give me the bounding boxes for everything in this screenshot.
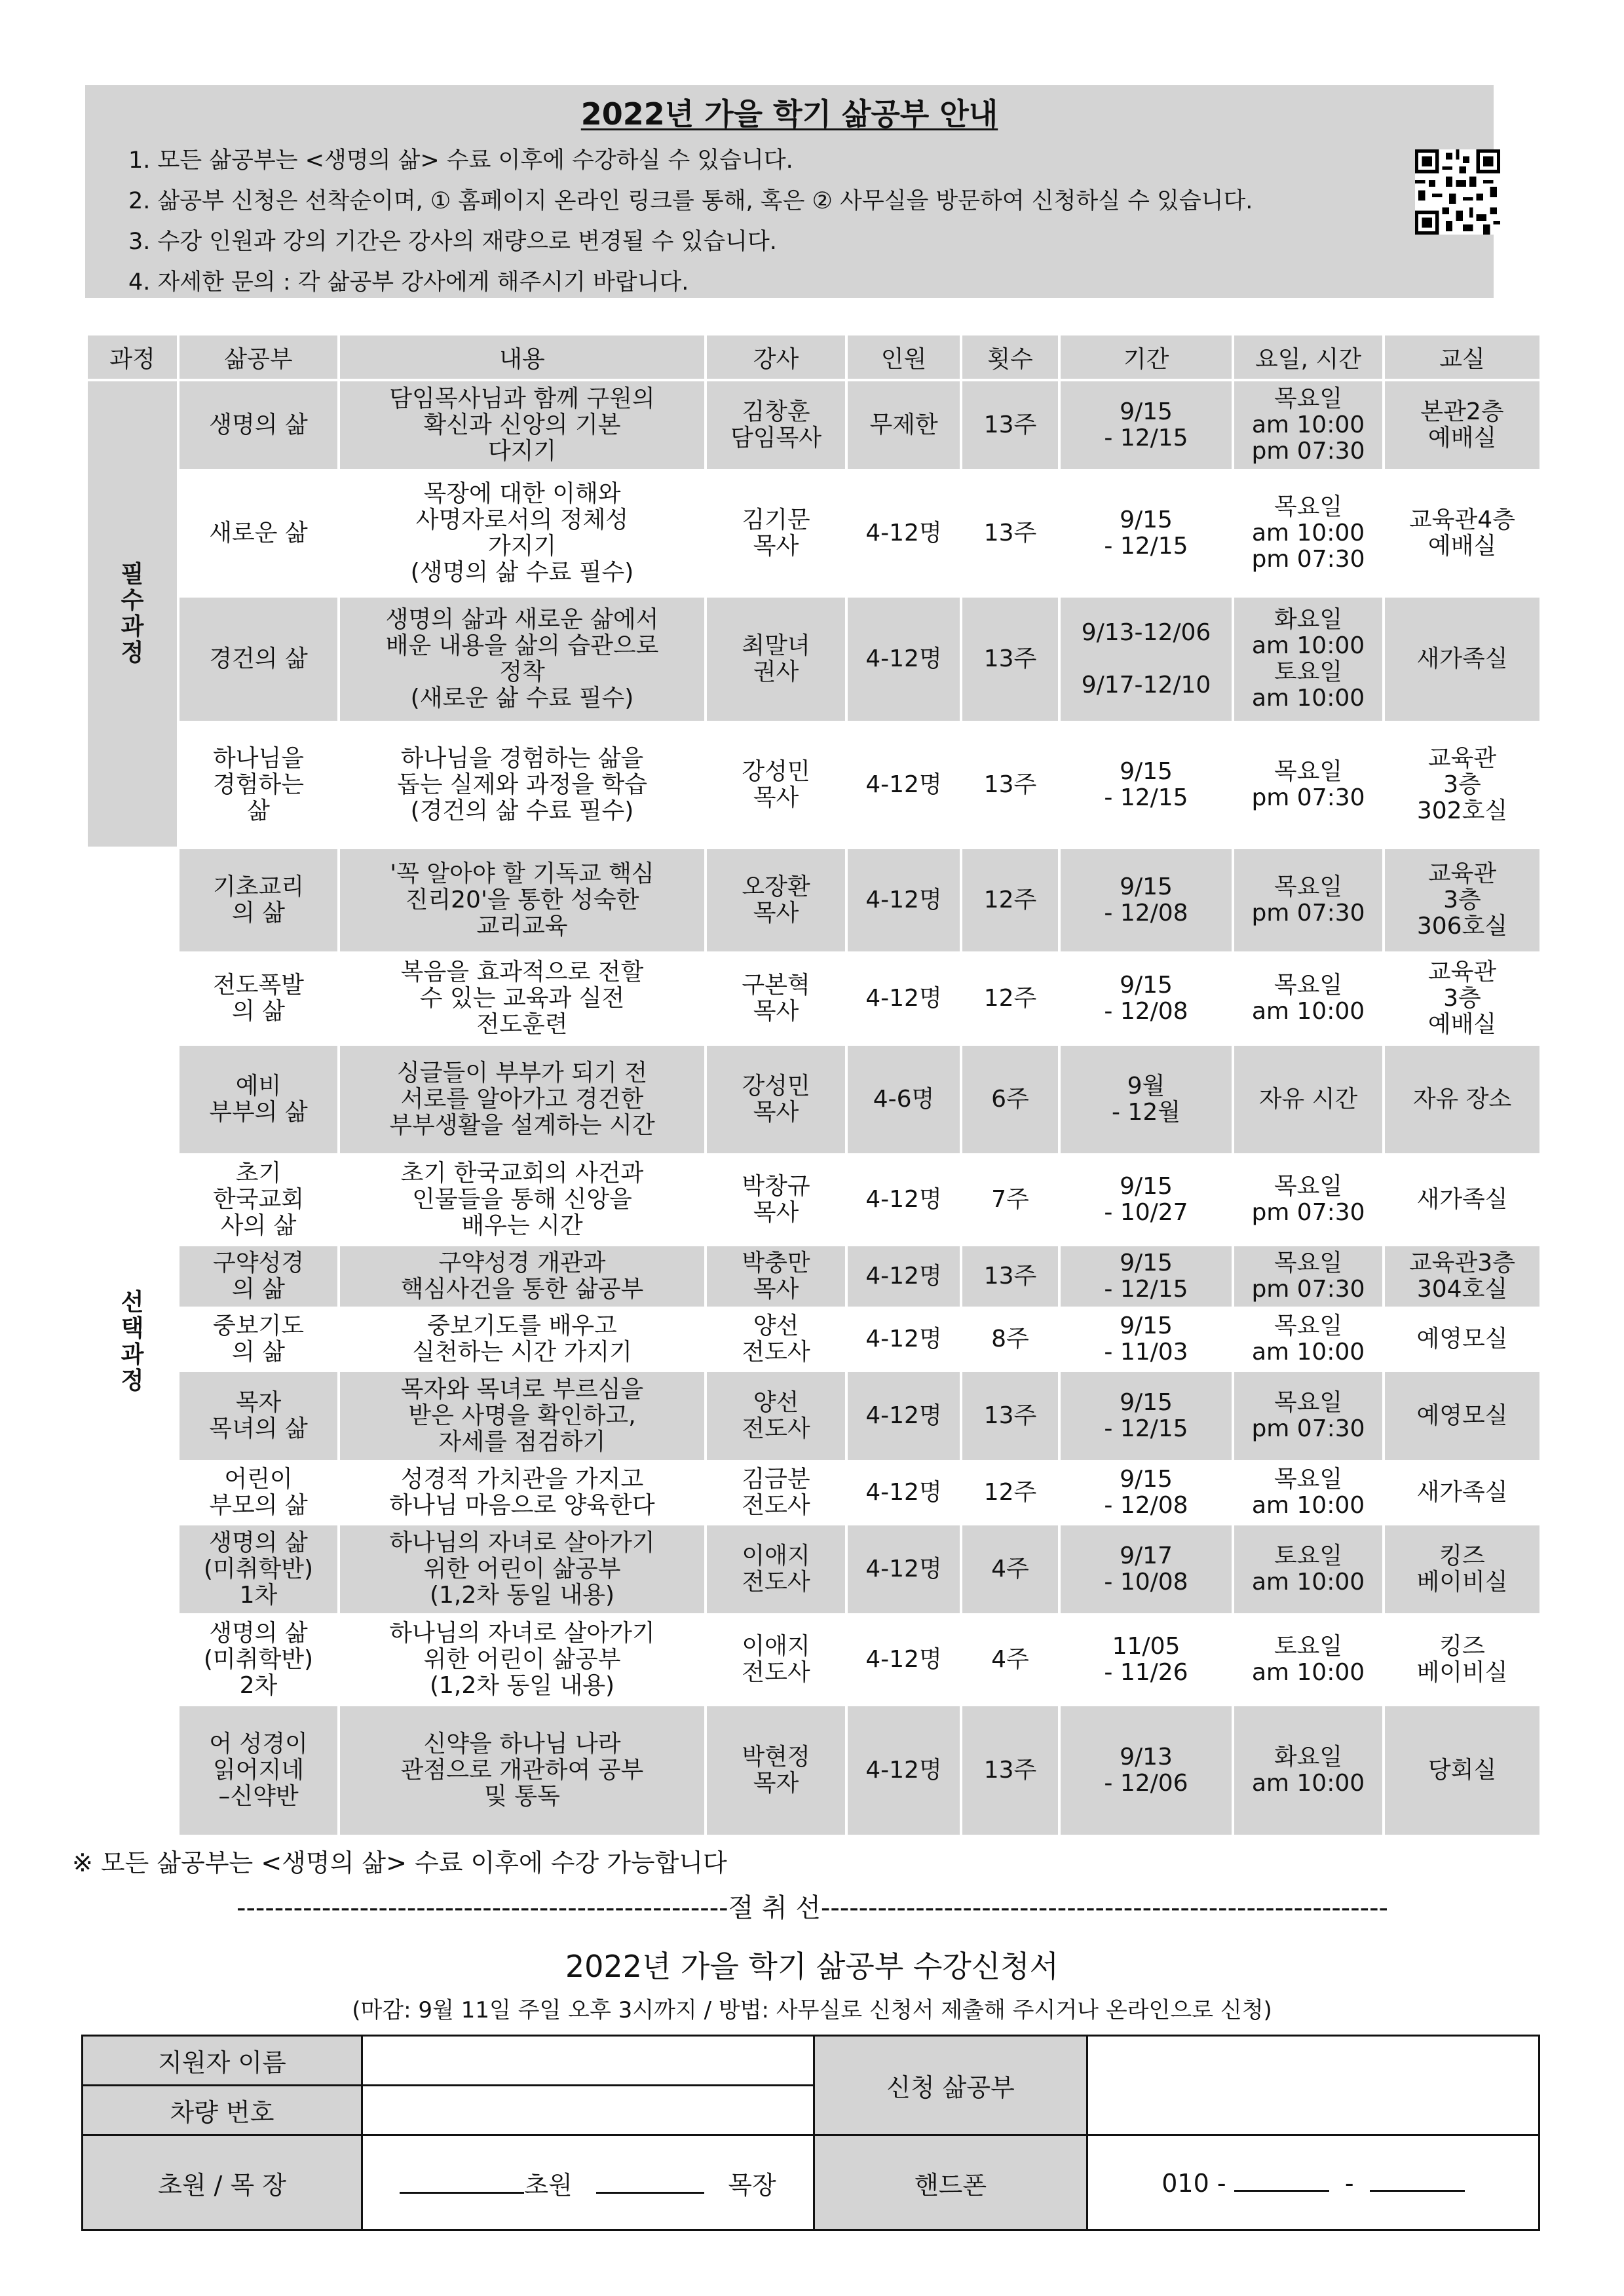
cell-period: 9/15 - 12/15 (1059, 470, 1233, 596)
cell-content: 담임목사님과 함께 구원의 확신과 신앙의 기본 다지기 (339, 380, 706, 470)
cell-content: 복음을 효과적으로 전할 수 있는 교육과 실전 전도훈련 (339, 953, 706, 1044)
category-required: 필 수 과 정 (86, 380, 178, 848)
form-title: 2022년 가을 학기 삶공부 수강신청서 (565, 1949, 1059, 1984)
cell-content: 생명의 삶과 새로운 삶에서 배운 내용을 삶의 습관으로 정착 (새로운 삶 수료 필수) (339, 596, 706, 722)
cell-room: 새가족실 (1384, 596, 1541, 722)
cell-room: 예영모실 (1384, 1308, 1541, 1371)
cell-time: 목요일 am 10:00 (1233, 1461, 1384, 1524)
application-form (81, 2035, 1540, 2231)
phone-field[interactable] (1087, 2135, 1539, 2230)
cell-count: 12주 (961, 848, 1059, 953)
table-header-row (86, 334, 1541, 380)
table-row (86, 470, 1541, 596)
schedule-table (85, 333, 1542, 1837)
cell-room: 새가족실 (1384, 1461, 1541, 1524)
cell-room: 교육관 3층 302호실 (1384, 722, 1541, 848)
cell-time: 화요일 am 10:00 (1233, 1705, 1384, 1836)
table-row (86, 953, 1541, 1044)
cell-period: 9/15 - 12/15 (1059, 380, 1233, 470)
cell-name: 중보기도 의 삶 (178, 1308, 339, 1371)
footnote: ※ 모든 삶공부는 <생명의 삶> 수료 이후에 수강 가능합니다 (72, 1848, 727, 1877)
cell-count: 12주 (961, 953, 1059, 1044)
cell-size: 무제한 (846, 380, 961, 470)
cell-count: 13주 (961, 1245, 1059, 1308)
table-row (86, 1524, 1541, 1615)
notice-item: 4. 자세한 문의 : 각 삶공부 강사에게 해주시기 바랍니다. (128, 269, 689, 296)
cell-name: 하나님을 경험하는 삶 (178, 722, 339, 848)
cell-name: 예비 부부의 삶 (178, 1044, 339, 1155)
meadow-suffix: 초원 (524, 2170, 573, 2200)
table-row (86, 1461, 1541, 1524)
cell-period: 9/15 - 12/08 (1059, 848, 1233, 953)
table-row (86, 596, 1541, 722)
notice-item: 3. 수강 인원과 강의 기간은 강사의 재량으로 변경될 수 있습니다. (128, 229, 777, 255)
cell-period: 9/15 - 10/27 (1059, 1155, 1233, 1245)
cell-size: 4-12명 (846, 1615, 961, 1705)
cell-size: 4-12명 (846, 1308, 961, 1371)
phone-prefix: 010 - (1161, 2169, 1226, 2198)
cell-time: 목요일 pm 07:30 (1233, 722, 1384, 848)
cell-content: 하나님의 자녀로 살아가기 위한 어린이 삶공부 (1,2차 동일 내용) (339, 1615, 706, 1705)
cell-count: 13주 (961, 470, 1059, 596)
header-period: 기간 (1059, 334, 1233, 380)
cell-teacher: 김창훈 담임목사 (706, 380, 846, 470)
cell-teacher: 양선 전도사 (706, 1371, 846, 1461)
name-label: 지원자 이름 (83, 2036, 362, 2086)
cell-count: 13주 (961, 1705, 1059, 1836)
cell-time: 목요일 am 10:00 pm 07:30 (1233, 380, 1384, 470)
header-course: 과정 (86, 334, 178, 380)
cell-size: 4-12명 (846, 1461, 961, 1524)
cell-name: 어 성경이 읽어지네 –신약반 (178, 1705, 339, 1836)
cell-period: 9/15 - 12/15 (1059, 1371, 1233, 1461)
notice-box (85, 85, 1494, 298)
cell-period: 9/15 - 12/15 (1059, 1245, 1233, 1308)
cell-room: 교육관3층 304호실 (1384, 1245, 1541, 1308)
table-row (86, 1245, 1541, 1308)
cell-room: 새가족실 (1384, 1155, 1541, 1245)
cell-period: 9월 - 12월 (1059, 1044, 1233, 1155)
cut-line: ----------------------------------------------------절 취 선------------------------------------------------------------ (236, 1893, 1388, 1923)
header-name: 삶공부 (178, 334, 339, 380)
cell-teacher: 이애지 전도사 (706, 1615, 846, 1705)
notice-list (128, 140, 1253, 303)
cell-size: 4-12명 (846, 722, 961, 848)
cell-content: 중보기도를 배우고 실천하는 시간 가지기 (339, 1308, 706, 1371)
cell-teacher: 오장환 목사 (706, 848, 846, 953)
notice-title: 2022년 가을 학기 삶공부 안내 (580, 96, 998, 132)
cell-teacher: 강성민 목사 (706, 722, 846, 848)
group-field[interactable] (362, 2135, 814, 2230)
cell-time: 목요일 pm 07:30 (1233, 1245, 1384, 1308)
cell-suffix: 목장 (728, 2170, 776, 2200)
cell-content: 초기 한국교회의 사건과 인물들을 통해 신앙을 배우는 시간 (339, 1155, 706, 1245)
car-label: 차량 번호 (83, 2086, 362, 2135)
cell-teacher: 박창규 목사 (706, 1155, 846, 1245)
cell-period: 9/15 - 12/08 (1059, 953, 1233, 1044)
cell-size: 4-12명 (846, 953, 961, 1044)
cell-period: 11/05 - 11/26 (1059, 1615, 1233, 1705)
cell-teacher: 박충만 목사 (706, 1245, 846, 1308)
cell-content: 하나님의 자녀로 살아가기 위한 어린이 삶공부 (1,2차 동일 내용) (339, 1524, 706, 1615)
cell-room: 교육관 3층 306호실 (1384, 848, 1541, 953)
name-field[interactable] (362, 2036, 814, 2086)
cell-time: 화요일 am 10:00 토요일 am 10:00 (1233, 596, 1384, 722)
category-elective: 선 택 과 정 (86, 848, 178, 1836)
cell-size: 4-12명 (846, 1371, 961, 1461)
table-row (86, 1615, 1541, 1705)
course-field[interactable] (1087, 2036, 1539, 2135)
cell-time: 목요일 pm 07:30 (1233, 1371, 1384, 1461)
cell-period: 9/13 - 12/06 (1059, 1705, 1233, 1836)
cell-content: 목자와 목녀로 부르심을 받은 사명을 확인하고, 자세를 점검하기 (339, 1371, 706, 1461)
header-size: 인원 (846, 334, 961, 380)
cell-count: 7주 (961, 1155, 1059, 1245)
cell-teacher: 박현정 목자 (706, 1705, 846, 1836)
cell-time: 토요일 am 10:00 (1233, 1615, 1384, 1705)
cell-room: 당회실 (1384, 1705, 1541, 1836)
cell-size: 4-12명 (846, 1705, 961, 1836)
notice-item: 2. 삶공부 신청은 선착순이며, ① 홈페이지 온라인 링크를 통해, 혹은 ② 사무실을 방문하여 신청하실 수 있습니다. (128, 188, 1253, 214)
cell-size: 4-12명 (846, 1245, 961, 1308)
cell-size: 4-12명 (846, 596, 961, 722)
cell-content: 신약을 하나님 나라 관점으로 개관하여 공부 및 통독 (339, 1705, 706, 1836)
cell-room: 교육관4층 예배실 (1384, 470, 1541, 596)
cell-count: 6주 (961, 1044, 1059, 1155)
table-row (86, 1371, 1541, 1461)
cell-teacher: 이애지 전도사 (706, 1524, 846, 1615)
cell-count: 8주 (961, 1308, 1059, 1371)
cell-teacher: 강성민 목사 (706, 1044, 846, 1155)
cell-room: 예영모실 (1384, 1371, 1541, 1461)
cell-period: 9/13-12/06 9/17-12/10 (1059, 596, 1233, 722)
table-row (86, 848, 1541, 953)
cell-teacher: 양선 전도사 (706, 1308, 846, 1371)
cell-name: 생명의 삶 (178, 380, 339, 470)
cell-room: 본관2층 예배실 (1384, 380, 1541, 470)
header-time: 요일, 시간 (1233, 334, 1384, 380)
cell-content: 목장에 대한 이해와 사명자로서의 정체성 가지기 (생명의 삶 수료 필수) (339, 470, 706, 596)
cell-count: 13주 (961, 596, 1059, 722)
group-label: 초원 / 목 장 (83, 2135, 362, 2230)
cell-name: 생명의 삶 (미취학반) 2차 (178, 1615, 339, 1705)
cell-time: 목요일 am 10:00 pm 07:30 (1233, 470, 1384, 596)
cell-period: 9/15 - 12/08 (1059, 1461, 1233, 1524)
table-row (86, 1705, 1541, 1836)
cell-count: 4주 (961, 1524, 1059, 1615)
table-row (86, 1155, 1541, 1245)
cell-content: '꼭 알아야 할 기독교 핵심 진리20'을 통한 성숙한 교리교육 (339, 848, 706, 953)
cell-time: 자유 시간 (1233, 1044, 1384, 1155)
cell-size: 4-12명 (846, 470, 961, 596)
cell-name: 생명의 삶 (미취학반) 1차 (178, 1524, 339, 1615)
cell-name: 어린이 부모의 삶 (178, 1461, 339, 1524)
cell-blank[interactable] (596, 2170, 704, 2194)
cell-time: 목요일 am 10:00 (1233, 953, 1384, 1044)
phone-label: 핸드폰 (814, 2135, 1087, 2230)
cell-content: 성경적 가치관을 가지고 하나님 마음으로 양육한다 (339, 1461, 706, 1524)
cell-time: 목요일 pm 07:30 (1233, 1155, 1384, 1245)
header-room: 교실 (1384, 334, 1541, 380)
header-count: 횟수 (961, 334, 1059, 380)
cell-size: 4-12명 (846, 848, 961, 953)
cell-period: 9/17 - 10/08 (1059, 1524, 1233, 1615)
header-content: 내용 (339, 334, 706, 380)
cell-room: 교육관 3층 예배실 (1384, 953, 1541, 1044)
phone-separator: - (1344, 2169, 1354, 2198)
cell-name: 기초교리 의 삶 (178, 848, 339, 953)
car-field[interactable] (362, 2086, 814, 2135)
cell-time: 목요일 am 10:00 (1233, 1308, 1384, 1371)
header-teacher: 강사 (706, 334, 846, 380)
cell-name: 초기 한국교회 사의 삶 (178, 1155, 339, 1245)
cell-content: 구약성경 개관과 핵심사건을 통한 삶공부 (339, 1245, 706, 1308)
cell-name: 목자 목녀의 삶 (178, 1371, 339, 1461)
cell-name: 경건의 삶 (178, 596, 339, 722)
table-row (86, 1308, 1541, 1371)
form-subtitle: (마감: 9월 11일 주일 오후 3시까지 / 방법: 사무실로 신청서 제출해 주시거나 온라인으로 신청) (352, 1997, 1272, 2023)
cell-room: 킹즈 베이비실 (1384, 1615, 1541, 1705)
cell-count: 4주 (961, 1615, 1059, 1705)
notice-item: 1. 모든 삶공부는 <생명의 삶> 수료 이후에 수강하실 수 있습니다. (128, 147, 793, 174)
cell-name: 새로운 삶 (178, 470, 339, 596)
qr-code-icon[interactable] (1415, 149, 1500, 235)
cell-period: 9/15 - 12/15 (1059, 722, 1233, 848)
cell-name: 전도폭발 의 삶 (178, 953, 339, 1044)
course-label: 신청 삶공부 (814, 2036, 1087, 2135)
cell-time: 토요일 am 10:00 (1233, 1524, 1384, 1615)
cell-room: 자유 장소 (1384, 1044, 1541, 1155)
table-row (86, 1044, 1541, 1155)
cell-period: 9/15 - 11/03 (1059, 1308, 1233, 1371)
table-row (86, 722, 1541, 848)
table-row (86, 380, 1541, 470)
phone-middle-blank[interactable] (1234, 2168, 1329, 2192)
cell-size: 4-12명 (846, 1524, 961, 1615)
cell-size: 4-6명 (846, 1044, 961, 1155)
cell-name: 구약성경 의 삶 (178, 1245, 339, 1308)
cell-count: 13주 (961, 380, 1059, 470)
cell-teacher: 김금분 전도사 (706, 1461, 846, 1524)
phone-last-blank[interactable] (1370, 2168, 1465, 2192)
meadow-blank[interactable] (400, 2170, 524, 2194)
cell-count: 13주 (961, 722, 1059, 848)
cell-teacher: 김기문 목사 (706, 470, 846, 596)
cell-content: 싱글들이 부부가 되기 전 서로를 알아가고 경건한 부부생활을 설계하는 시간 (339, 1044, 706, 1155)
cell-time: 목요일 pm 07:30 (1233, 848, 1384, 953)
cell-count: 13주 (961, 1371, 1059, 1461)
cell-count: 12주 (961, 1461, 1059, 1524)
cell-teacher: 최말녀 권사 (706, 596, 846, 722)
cell-size: 4-12명 (846, 1155, 961, 1245)
cell-teacher: 구본혁 목사 (706, 953, 846, 1044)
cell-content: 하나님을 경험하는 삶을 돕는 실제와 과정을 학습 (경건의 삶 수료 필수) (339, 722, 706, 848)
cell-room: 킹즈 베이비실 (1384, 1524, 1541, 1615)
